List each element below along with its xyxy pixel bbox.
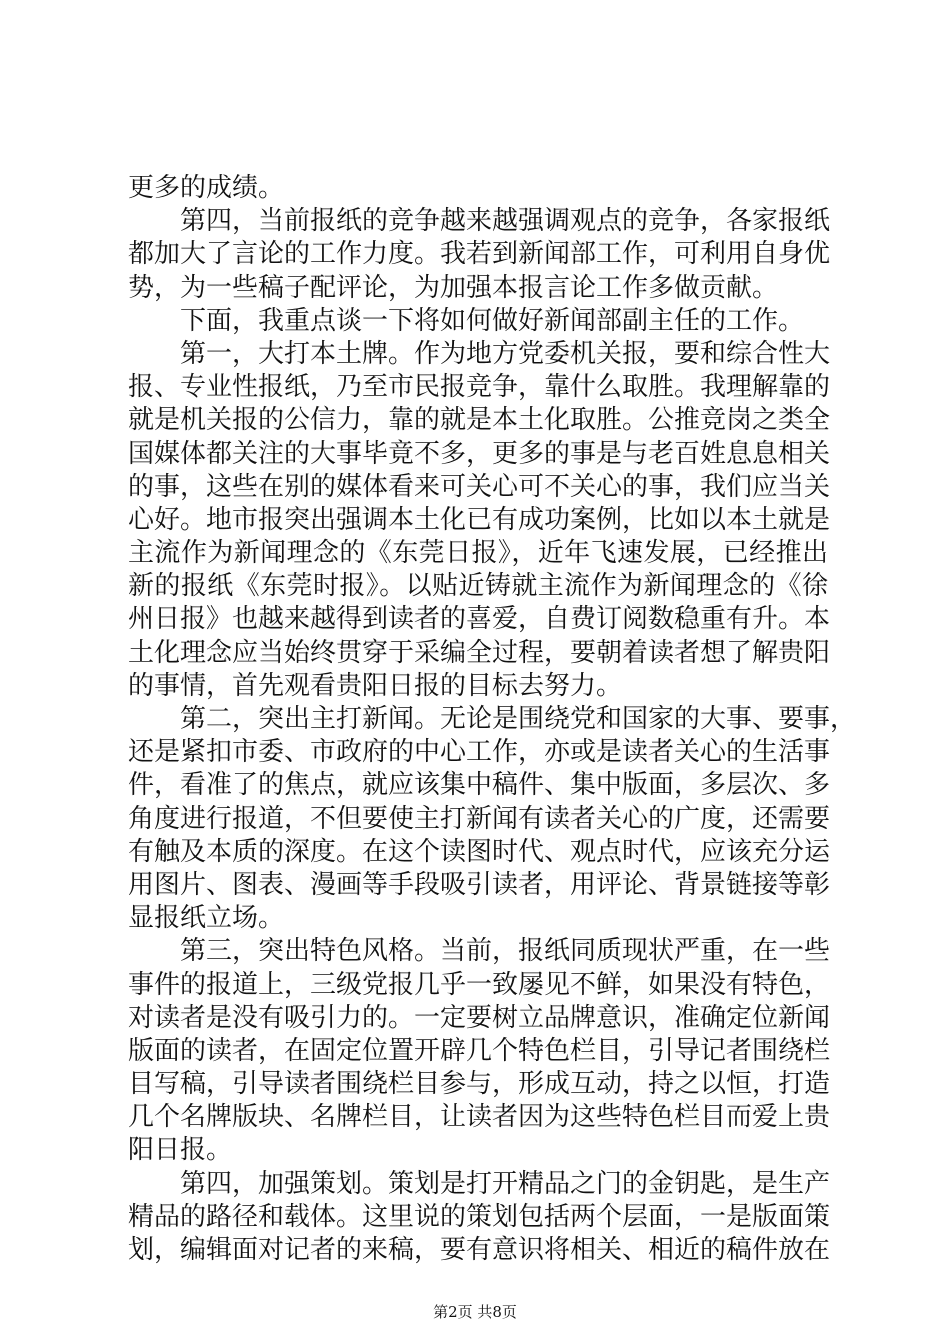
text-line: 下面，我重点谈一下将如何做好新闻部副主任的工作。 <box>180 305 805 336</box>
text-line: 主流作为新闻理念的《东莞日报》，近年飞速发展，已经推出 <box>128 538 828 569</box>
text-line: 划，编辑面对记者的来稿，要有意识将相关、相近的稿件放在 <box>128 1235 831 1265</box>
text-line: 的事，这些在别的媒体看来可关心可不关心的事，我们应当关 <box>128 471 831 502</box>
text-line: 国媒体都关注的大事毕竟不多，更多的事是与老百姓息息相关 <box>128 438 831 469</box>
paragraph <box>128 305 828 338</box>
text-line: 第四，当前报纸的竞争越来越强调观点的竞争，各家报纸 <box>180 206 831 237</box>
text-line: 土化理念应当始终贯穿于采编全过程，要朝着读者想了解贵阳 <box>128 637 831 668</box>
text-line: 显报纸立场。 <box>128 903 285 934</box>
text-line: 目写稿，引导读者围绕栏目参与，形成互动，持之以恒，打造 <box>128 1069 831 1100</box>
paragraph <box>128 935 831 1167</box>
paragraph <box>128 1168 831 1268</box>
text-line: 第二，突出主打新闻。无论是围绕党和国家的大事、要事， <box>180 704 857 734</box>
paragraph <box>128 703 857 935</box>
text-line: 件，看准了的焦点，就应该集中稿件、集中版面，多层次、多 <box>128 770 831 801</box>
text-line: 角度进行报道，不但要使主打新闻有读者关心的广度，还需要 <box>128 803 831 834</box>
text-line: 的事情，首先观看贵阳日报的目标去努力。 <box>128 670 623 701</box>
text-line: 新的报纸《东莞时报》。以贴近铸就主流作为新闻理念的《徐 <box>128 571 828 602</box>
text-line: 势，为一些稿子配评论，为加强本报言论工作多做贡献。 <box>128 272 779 303</box>
text-line: 对读者是没有吸引力的。一定要树立品牌意识，准确定位新闻 <box>128 1002 831 1033</box>
text-line: 事件的报道上，三级党报几乎一致屡见不鲜，如果没有特色， <box>128 969 831 1000</box>
text-line: 就是机关报的公信力，靠的就是本土化取胜。公推竞岗之类全 <box>128 405 831 436</box>
text-line: 第四，加强策划。策划是打开精品之门的金钥匙，是生产 <box>180 1168 831 1199</box>
text-line: 用图片、图表、漫画等手段吸引读者，用评论、背景链接等彰 <box>128 869 831 900</box>
text-line: 更多的成绩。 <box>128 173 285 203</box>
paragraph <box>128 172 828 205</box>
text-line: 心好。地市报突出强调本土化已有成功案例，比如以本土就是 <box>128 504 831 535</box>
text-line: 都加大了言论的工作力度。我若到新闻部工作，可利用自身优 <box>128 239 831 270</box>
text-line: 阳日报。 <box>128 1135 233 1166</box>
text-line: 精品的路径和载体。这里说的策划包括两个层面，一是版面策 <box>128 1201 831 1232</box>
document-body <box>128 172 857 1267</box>
text-line: 有触及本质的深度。在这个读图时代、观点时代，应该充分运 <box>128 836 831 867</box>
text-line: 版面的读者，在固定位置开辟几个特色栏目，引导记者围绕栏 <box>128 1035 831 1066</box>
page-number-footer: 第2页 共8页 <box>433 1303 517 1321</box>
paragraph <box>128 205 831 305</box>
text-line: 第一，大打本土牌。作为地方党委机关报，要和综合性大 <box>180 338 831 369</box>
text-line: 州日报》也越来越得到读者的喜爱，自费订阅数稳重有升。本 <box>128 604 831 635</box>
text-line: 报、专业性报纸，乃至市民报竞争，靠什么取胜。我理解靠的 <box>128 372 831 403</box>
paragraph <box>128 338 831 703</box>
text-line: 还是紧扣市委、市政府的中心工作，亦或是读者关心的生活事 <box>128 737 831 768</box>
text-line: 第三，突出特色风格。当前，报纸同质现状严重，在一些 <box>180 936 831 967</box>
text-line: 几个名牌版块、名牌栏目，让读者因为这些特色栏目而爱上贵 <box>128 1102 831 1133</box>
